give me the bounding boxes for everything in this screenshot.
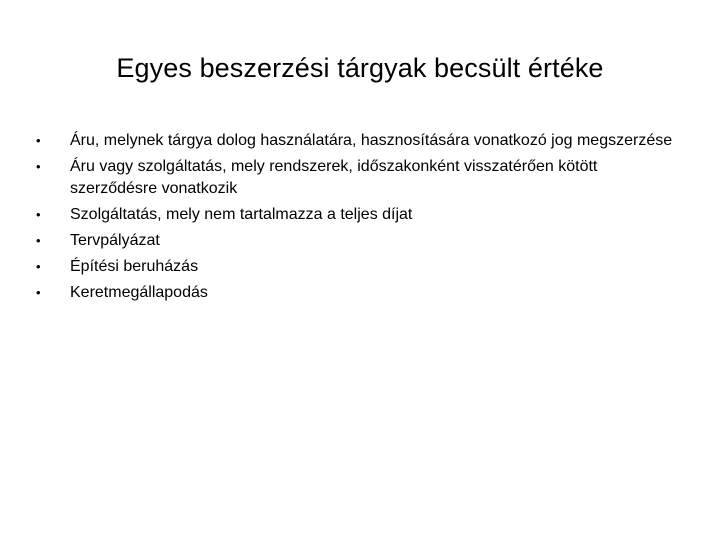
bullet-icon: • (36, 159, 41, 174)
list-item-text: Szolgáltatás, mely nem tartalmazza a teljes díjat (70, 206, 413, 223)
list-item (36, 204, 686, 226)
bullet-icon: • (36, 233, 41, 248)
bullet-list (36, 130, 686, 308)
bullet-icon: • (36, 207, 41, 222)
list-item-text: Építési beruházás (70, 258, 199, 275)
list-item-text: Áru vagy szolgáltatás, mely rendszerek, időszakonként visszatérően kötött szerződésre vonatkozik (70, 158, 598, 197)
list-item-text: Tervpályázat (70, 232, 160, 249)
list-item (36, 256, 686, 278)
list-item (36, 282, 686, 304)
list-item (36, 156, 686, 200)
bullet-icon: • (36, 285, 41, 300)
bullet-icon: • (36, 133, 41, 148)
list-item (36, 130, 686, 152)
slide-title: Egyes beszerzési tárgyak becsült értéke (116, 53, 604, 83)
bullet-icon: • (36, 259, 41, 274)
list-item-text: Áru, melynek tárgya dolog használatára, hasznosítására vonatkozó jog megszerzése (70, 132, 673, 149)
list-item-text: Keretmegállapodás (70, 284, 208, 301)
list-item (36, 230, 686, 252)
